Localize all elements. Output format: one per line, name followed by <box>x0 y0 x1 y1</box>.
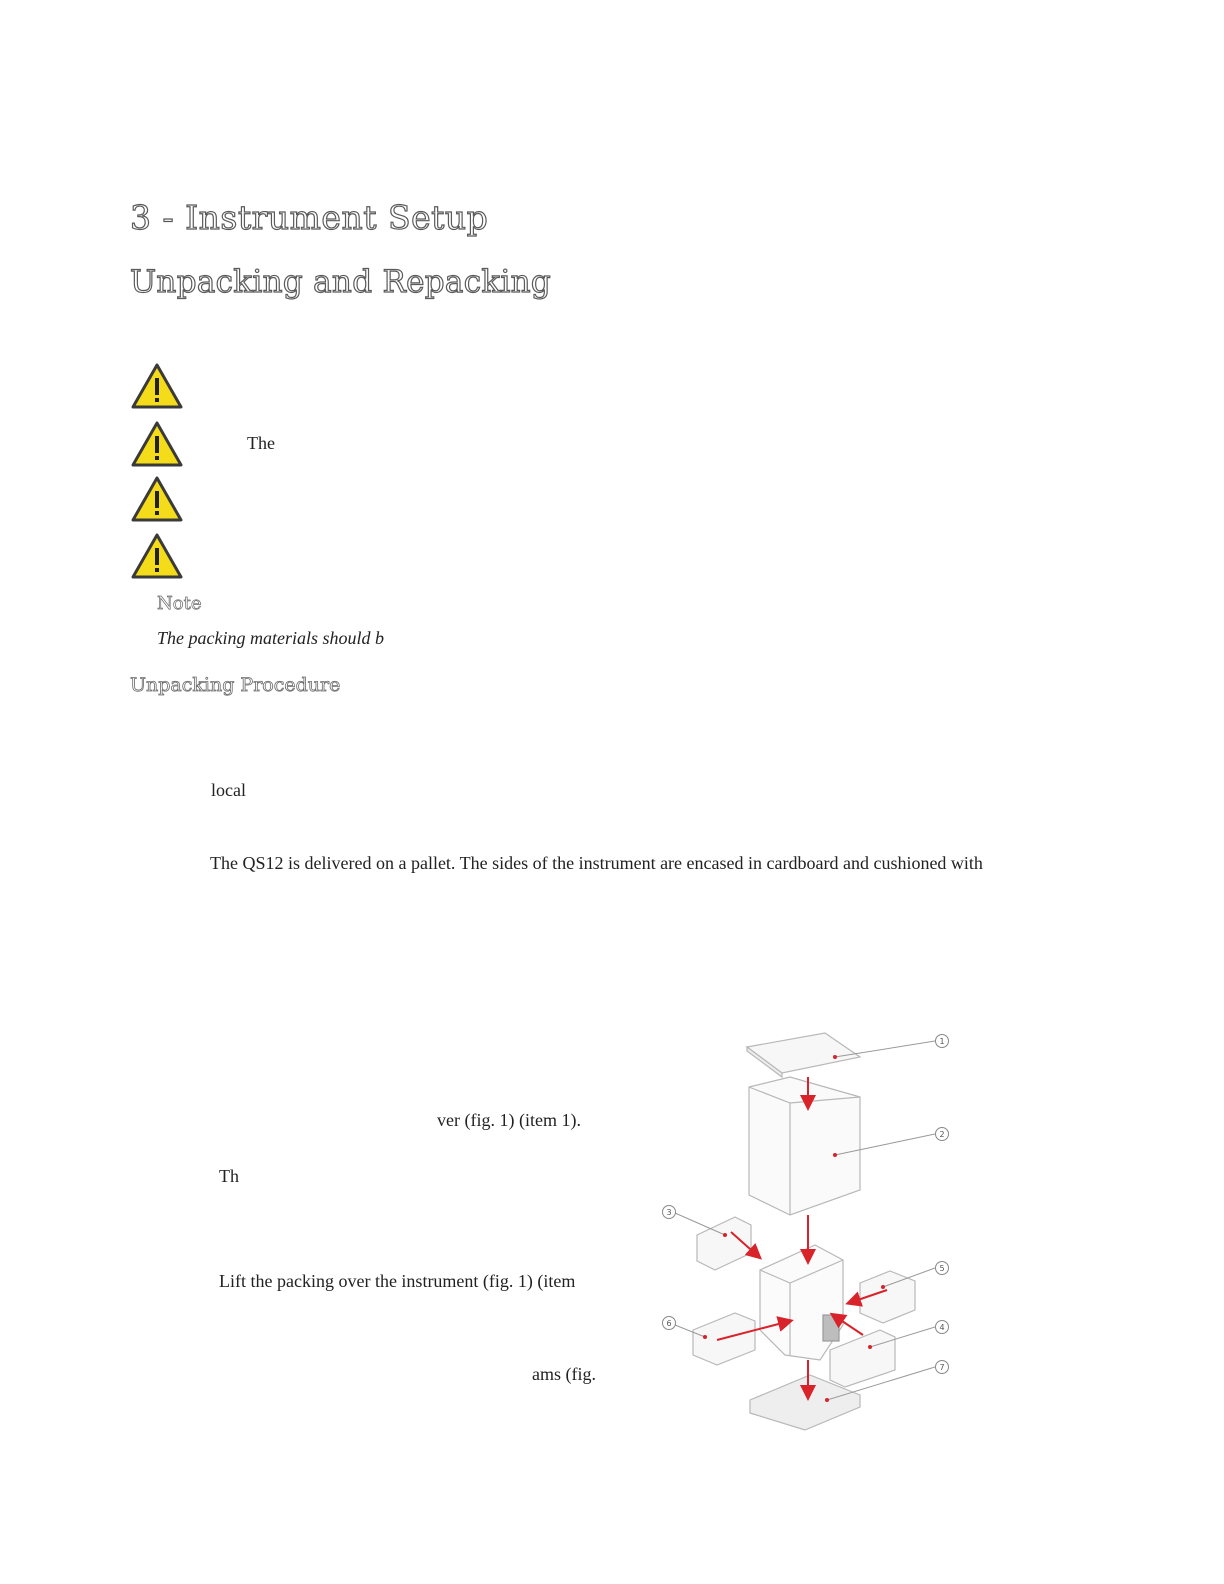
svg-text:2: 2 <box>939 1130 945 1139</box>
step-remove-cover: ver (fig. 1) (item 1). <box>437 1110 581 1130</box>
step-remove-beams: ams (fig. <box>532 1364 596 1384</box>
packing-lid <box>747 1033 860 1073</box>
packing-block-4 <box>830 1330 895 1387</box>
paragraph-local: local <box>211 780 246 800</box>
svg-text:4: 4 <box>939 1323 945 1332</box>
svg-text:1: 1 <box>939 1037 945 1046</box>
instrument <box>760 1245 843 1360</box>
paragraph-delivered: The QS12 is delivered on a pallet. The sides of the instrument are encased in cardboard and cushioned with <box>210 853 983 873</box>
section-title: Unpacking and Repacking <box>130 264 552 300</box>
warning-icon <box>130 420 184 468</box>
warning-icon <box>130 362 184 410</box>
svg-text:5: 5 <box>939 1264 945 1273</box>
packing-sleeve <box>749 1077 860 1215</box>
svg-text:6: 6 <box>666 1319 672 1328</box>
packing-diagram <box>655 1025 960 1440</box>
note-text: The packing materials should b <box>157 628 384 648</box>
step-lift-packing: Lift the packing over the instrument (fig. 1) (item <box>219 1271 576 1291</box>
svg-text:3: 3 <box>666 1208 672 1217</box>
warning-icon <box>130 532 184 580</box>
step-th: Th <box>219 1166 239 1186</box>
warning-text: The <box>247 433 275 453</box>
warning-icon <box>130 475 184 523</box>
chapter-title: 3 - Instrument Setup <box>130 198 489 237</box>
note-label: Note <box>157 593 202 614</box>
subsection-title: Unpacking Procedure <box>130 674 341 696</box>
svg-text:7: 7 <box>939 1363 945 1372</box>
